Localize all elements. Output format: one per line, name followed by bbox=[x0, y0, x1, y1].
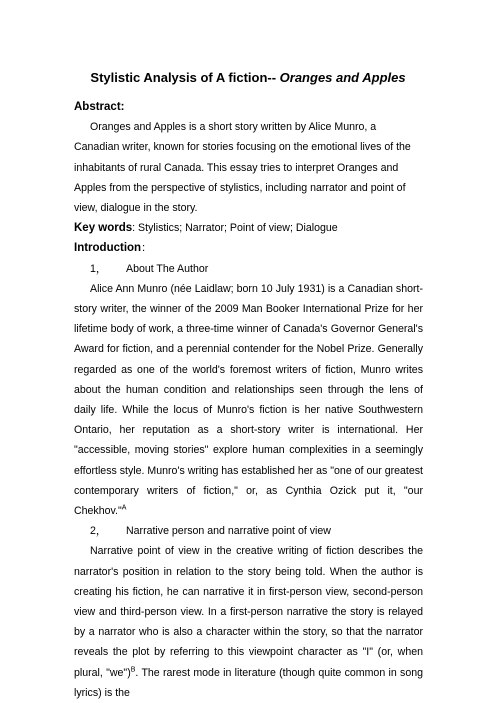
abstract-text: Oranges and Apples is a short story written by Alice Munro, a Canadian writer, known for stories focusing on the emotional lives of the inhabitants of rural Canada. This essay tries to interpret Oranges and Apples from the perspective of stylistics, including narrator and point of view, dialogue in the story. bbox=[74, 121, 411, 215]
introduction-colon: ： bbox=[141, 242, 152, 255]
keywords bbox=[74, 218, 423, 238]
keywords-text: : Stylistics; Narrator; Point of view; Dialogue bbox=[132, 222, 338, 235]
section-2-paragraph: Narrative point of view in the creative writing of fiction describes the narrator's position in relation to the story being told. When the author is creating his fiction, he can narrative it in first-person view, second-person view and third-person view. In a first-person narrative the story is relayed by a narrator who is also a character within the story, so that the narrator reveals the plot by referring to this viewpoint character as "I" (or, when plural, "we")$^B$. The rarest mode in literature (though quite common in song lyrics) is the bbox=[74, 545, 423, 699]
footnote-marker-a: A bbox=[121, 504, 127, 512]
page-title bbox=[0, 70, 496, 85]
title-italic: Oranges and Apples bbox=[279, 70, 406, 85]
section-1-paragraph: Alice Ann Munro (née Laidlaw; born 10 July 1931) is a Canadian short-story writer, the winner of the 2009 Man Booker International Prize for her lifetime body of work, a three-time winner of Canada's Governor General's Award for fiction, and a perennial contender for the Nobel Prize. Generally regarded as one of the world's foremost writers of fiction, Munro writes about the human condition and relationships seen through the lens of daily life. While the locus of Munro's fiction is her native Southwestern Ontario, her reputation as a short-story writer is international. Her "accessible, moving stories" explore human complexities in a seemingly effortless style. Munro's writing has established her as "one of our greatest contemporary writers of fiction," or, as Cynthia Ozick put it, "our Chekhov."$^A$ bbox=[74, 282, 423, 518]
abstract-heading: Abstract: bbox=[74, 101, 125, 113]
document-body bbox=[74, 97, 423, 703]
section-2-title: Narrative person and narrative point of view bbox=[126, 525, 331, 538]
section-2-heading bbox=[90, 521, 423, 541]
footnote-marker-b: B bbox=[130, 666, 136, 674]
title-text: Stylistic Analysis of A fiction-- bbox=[90, 70, 280, 85]
section-2-number: 2， bbox=[90, 525, 107, 538]
section-1-title: About The Author bbox=[126, 262, 209, 275]
introduction-heading: Introduction： bbox=[74, 242, 152, 255]
section-1-heading bbox=[90, 259, 423, 279]
section-1-number: 1， bbox=[90, 262, 107, 275]
keywords-label: Key words bbox=[74, 222, 133, 235]
